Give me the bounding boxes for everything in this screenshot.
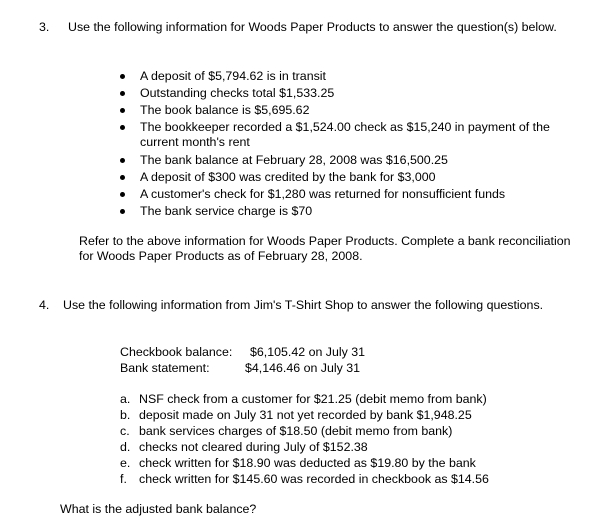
list-item: [0, 472, 595, 488]
item-letter: c.: [120, 424, 130, 438]
item-letter: d.: [120, 440, 131, 454]
bullet-icon: [120, 209, 125, 214]
question-3-instruction: Refer to the above information for Woods Paper Products. Complete a bank reconciliation for Woods Paper Products as of February 28, 2008.: [79, 234, 571, 263]
item-text: check written for $18.90 was deducted as $19.80 by the bank: [139, 456, 476, 470]
bullet-item: [0, 86, 595, 103]
list-item: [0, 440, 595, 456]
question-4-stem: Use the following information from Jim's T-Shirt Shop to answer the following questions.: [63, 298, 544, 312]
bullet-text: A deposit of $5,794.62 is in transit: [140, 69, 326, 83]
item-letter: e.: [120, 456, 131, 470]
list-item: [0, 456, 595, 472]
bullet-icon: [120, 91, 125, 96]
question-3-bullet-list: [0, 69, 595, 221]
item-text: check written for $145.60 was recorded in checkbook as $14.56: [139, 472, 489, 486]
bullet-icon: [120, 192, 125, 197]
bullet-icon: [120, 74, 125, 79]
bullet-item: [0, 103, 595, 120]
item-text: bank services charges of $18.50 (debit memo from bank): [139, 424, 453, 438]
bullet-icon: [120, 158, 125, 163]
bank-statement-label: Bank statement:: [120, 361, 210, 375]
question-4-number: 4.: [39, 298, 50, 312]
item-text: checks not cleared during July of $152.38: [139, 440, 368, 454]
question-4-prompt: What is the adjusted bank balance?: [60, 502, 257, 516]
checkbook-balance-value: $6,105.42 on July 31: [250, 345, 366, 359]
bullet-item: [0, 69, 595, 86]
item-text: deposit made on July 31 not yet recorded by bank $1,948.25: [139, 408, 472, 422]
bullet-text: The bank balance at February 28, 2008 was $16,500.25: [140, 153, 448, 167]
bullet-icon: [120, 108, 125, 113]
bullet-text: The bank service charge is $70: [140, 204, 313, 218]
question-3-number: 3.: [39, 20, 50, 34]
bullet-text: A deposit of $300 was credited by the bank for $3,000: [140, 170, 436, 184]
bullet-item: [0, 204, 595, 221]
list-item: [0, 408, 595, 424]
question-4-item-list: [0, 392, 595, 488]
bullet-item: [0, 170, 595, 187]
bullet-icon: [120, 175, 125, 180]
question-3-stem: Use the following information for Woods Paper Products to answer the question(s) below.: [68, 20, 557, 34]
bullet-text: The bookkeeper recorded a $1,524.00 check as $15,240 in payment of the current month's rent: [140, 120, 550, 149]
item-letter: f.: [120, 472, 127, 486]
list-item: [0, 392, 595, 408]
bullet-text: Outstanding checks total $1,533.25: [140, 86, 335, 100]
bullet-text: The book balance is $5,695.62: [140, 103, 310, 117]
bullet-text: A customer's check for $1,280 was returned for nonsufficient funds: [140, 187, 506, 201]
item-letter: a.: [120, 392, 131, 406]
bank-statement-value: $4,146.46 on July 31: [245, 361, 361, 375]
list-item: [0, 424, 595, 440]
bullet-item: [0, 153, 595, 170]
bullet-item: [0, 187, 595, 204]
checkbook-balance-label: Checkbook balance:: [120, 345, 233, 359]
item-letter: b.: [120, 408, 131, 422]
item-text: NSF check from a customer for $21.25 (debit memo from bank): [139, 392, 487, 406]
bullet-icon: [120, 125, 125, 130]
bullet-item: [0, 120, 595, 153]
